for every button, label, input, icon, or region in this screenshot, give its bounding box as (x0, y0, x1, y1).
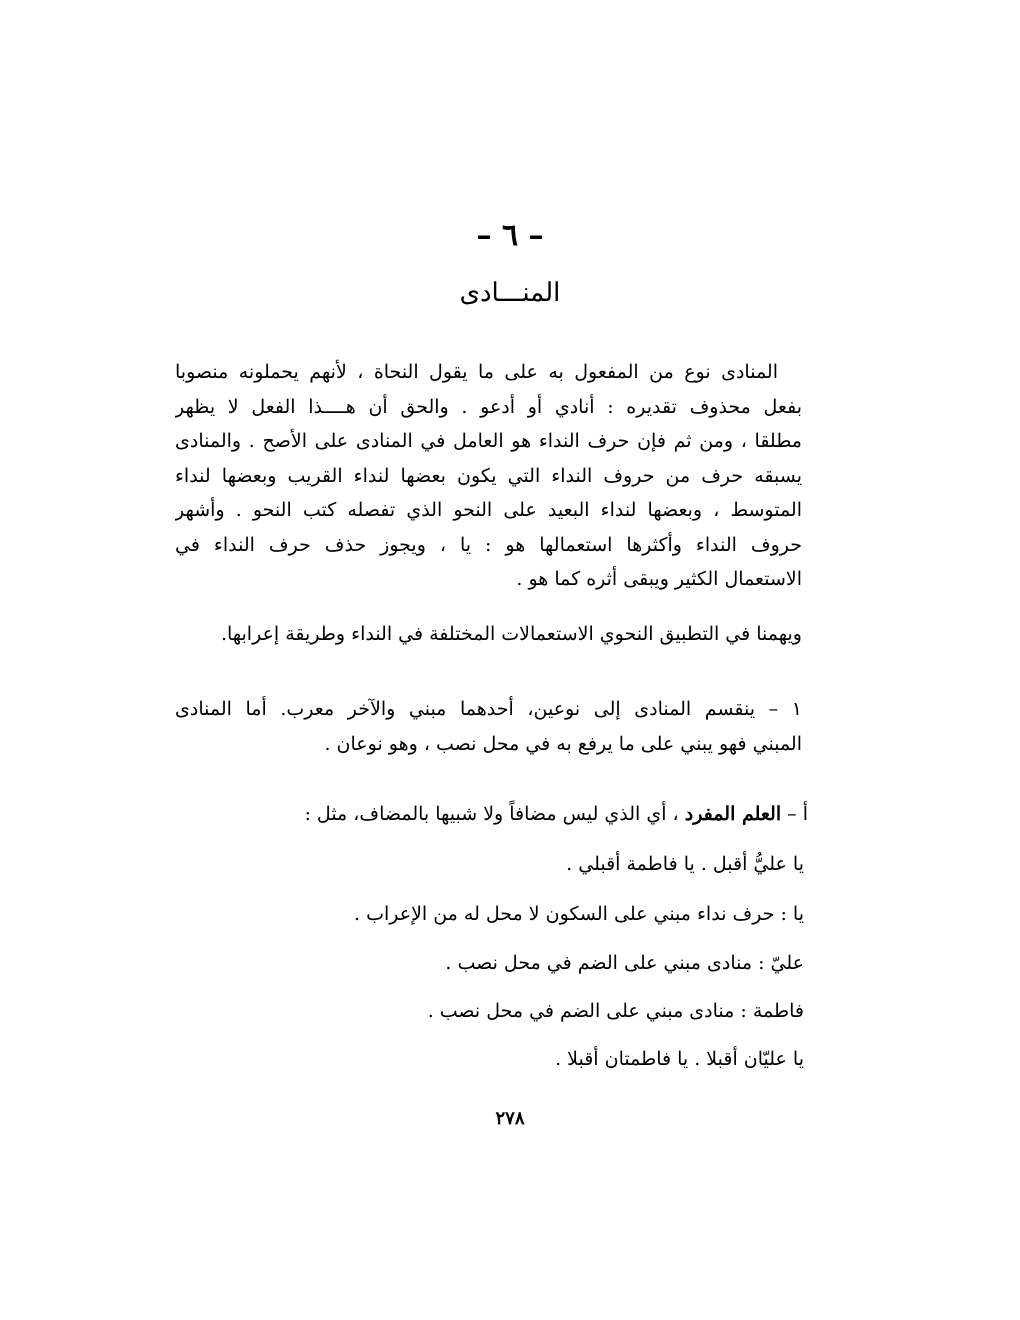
subsection-label-prefix: أ – (781, 803, 808, 825)
paragraph-line: حروف النداء وأكثرها استعمالها هو : يا ، ويجوز حذف حرف النداء في (175, 533, 802, 556)
example-sentence: يا عليّان أقبلا . يا فاطمتان أقبلا . (555, 1048, 804, 1070)
chapter-number: – ٦ – (476, 218, 544, 253)
parse-line: عليّ : منادى مبني على الضم في محل نصب . (445, 952, 804, 974)
paragraph-line: يسبقه حرف من حروف النداء التي يكون بعضها لنداء القريب وبعضها لنداء (175, 464, 802, 487)
intro-paragraph (175, 355, 802, 597)
subsection-label-definition: ، أي الذي ليس مضافاً ولا شبيها بالمضاف، مثل : (304, 803, 685, 825)
paragraph-line: مطلقا ، ومن ثم فإن حرف النداء هو العامل في المنادى على الأصح . والمنادى (175, 430, 802, 452)
example-sentence: يا عليُّ أقبل . يا فاطمة أقبلي . (566, 853, 804, 875)
paragraph-line: المتوسط ، وبعضها لنداء البعيد على النحو الذي تفصله كتب النحو . وأشهر (175, 499, 802, 521)
paragraph-line: الاستعمال الكثير ويبقى أثره كما هو . (516, 568, 802, 590)
chapter-title: المنـــادى (459, 278, 561, 308)
parse-line: يا : حرف نداء مبني على السكون لا محل له من الإعراب . (354, 903, 804, 925)
parse-line: فاطمة : منادى مبني على الضم في محل نصب . (427, 1000, 804, 1022)
paragraph-line: المبني فهو يبني على ما يرفع به في محل نصب ، وهو نوعان . (324, 732, 802, 755)
paragraph-line: المنادى نوع من المفعول به على ما يقول النحاة ، لأنهم يحملونه منصوبا (175, 361, 778, 383)
paragraph-line: ١ – ينقسم المنادى إلى نوعين، أحدهما مبني والآخر معرب. أما المنادى (175, 698, 802, 720)
paragraph-line: بفعل محذوف تقديره : أنادي أو أدعو . والحق أن هــــذا الفعل لا يظهر (175, 395, 802, 418)
section-1-paragraph (175, 692, 802, 761)
subsection-a-heading (304, 803, 808, 825)
subsection-label-term: العلم المفرد (684, 803, 782, 825)
purpose-sentence: ويهمنا في التطبيق النحوي الاستعمالات المختلفة في النداء وطريقة إعرابها. (220, 623, 802, 645)
purpose-paragraph (175, 617, 802, 652)
page-number: ٢٧٨ (495, 1108, 525, 1129)
